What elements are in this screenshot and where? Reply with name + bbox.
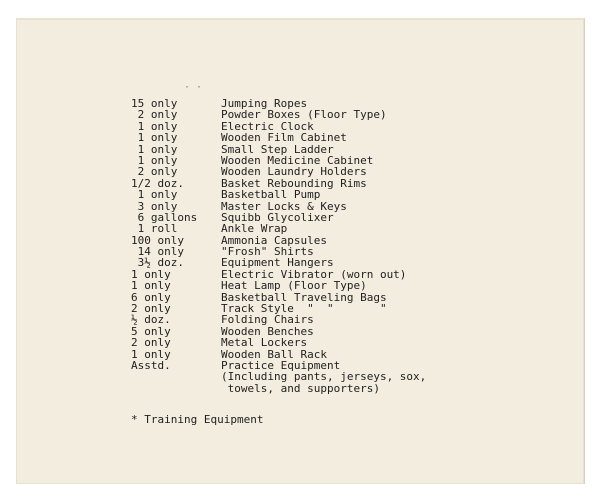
quantity: 3 only [131, 199, 178, 213]
item-name: Master Locks & Keys [221, 199, 347, 213]
item-name: Small Step Ladder [221, 142, 334, 156]
item-name: Equipment Hangers [221, 256, 334, 270]
equipment-list [0, 98, 600, 394]
footnote: * Training Equipment [131, 413, 264, 426]
quantity: 2 only [131, 165, 178, 179]
item-name: Electric Vibrator (worn out) [221, 267, 407, 281]
item-name: Folding Chairs [221, 313, 314, 327]
quantity: 1 only [131, 119, 178, 133]
item-name: Wooden Film Cabinet [221, 131, 347, 145]
faint-marks: · · [184, 82, 203, 93]
item-name: Practice Equipment [221, 358, 341, 372]
quantity: 1 only [131, 347, 171, 361]
item-name: Wooden Medicine Cabinet [221, 153, 374, 167]
quantity: 5 only [131, 324, 171, 338]
item-name: Metal Lockers [221, 336, 308, 350]
quantity: 1 only [131, 188, 178, 202]
item-name: Electric Clock [221, 119, 314, 133]
item-name: Wooden Ball Rack [221, 347, 327, 361]
quantity: 3½ doz. [131, 256, 184, 270]
quantity: ½ doz. [131, 313, 171, 327]
item-name: Basket Rebounding Rims [221, 176, 367, 190]
quantity: 1 only [131, 131, 178, 145]
item-name: towels, and supporters) [221, 381, 380, 395]
quantity: 1/2 doz. [131, 176, 184, 190]
quantity: 1 roll [131, 222, 178, 236]
item-name: Track Style " " " [221, 302, 387, 316]
quantity: 6 gallons [131, 210, 198, 224]
quantity: 14 only [131, 245, 184, 259]
item-name: Powder Boxes (Floor Type) [221, 108, 387, 122]
item-name: (Including pants, jerseys, sox, [221, 370, 427, 384]
quantity: 1 only [131, 153, 178, 167]
quantity: 2 only [131, 336, 171, 350]
quantity: 1 only [131, 142, 178, 156]
quantity: Asstd. [131, 358, 171, 372]
item-name: Ammonia Capsules [221, 233, 327, 247]
item-name: "Frosh" Shirts [221, 245, 314, 259]
item-name: Ankle Wrap [221, 222, 288, 236]
list-item [0, 212, 600, 223]
quantity: 2 only [131, 108, 178, 122]
quantity: 1 only [131, 279, 171, 293]
quantity: 15 only [131, 97, 178, 110]
item-name: Basketball Pump [221, 188, 321, 202]
item-name: Wooden Laundry Holders [221, 165, 367, 179]
list-item [0, 132, 600, 143]
quantity: 1 only [131, 267, 171, 281]
list-item [0, 383, 600, 394]
quantity: 100 only [131, 233, 184, 247]
list-item [0, 189, 600, 200]
quantity: 6 only [131, 290, 171, 304]
quantity: 2 only [131, 302, 171, 316]
item-name: Jumping Ropes [221, 97, 308, 110]
item-name: Heat Lamp (Floor Type) [221, 279, 367, 293]
list-item [0, 223, 600, 234]
item-name: Squibb Glycolixer [221, 210, 334, 224]
list-item [0, 280, 600, 291]
list-item [0, 337, 600, 348]
item-name: Basketball Traveling Bags [221, 290, 387, 304]
item-name: Wooden Benches [221, 324, 314, 338]
